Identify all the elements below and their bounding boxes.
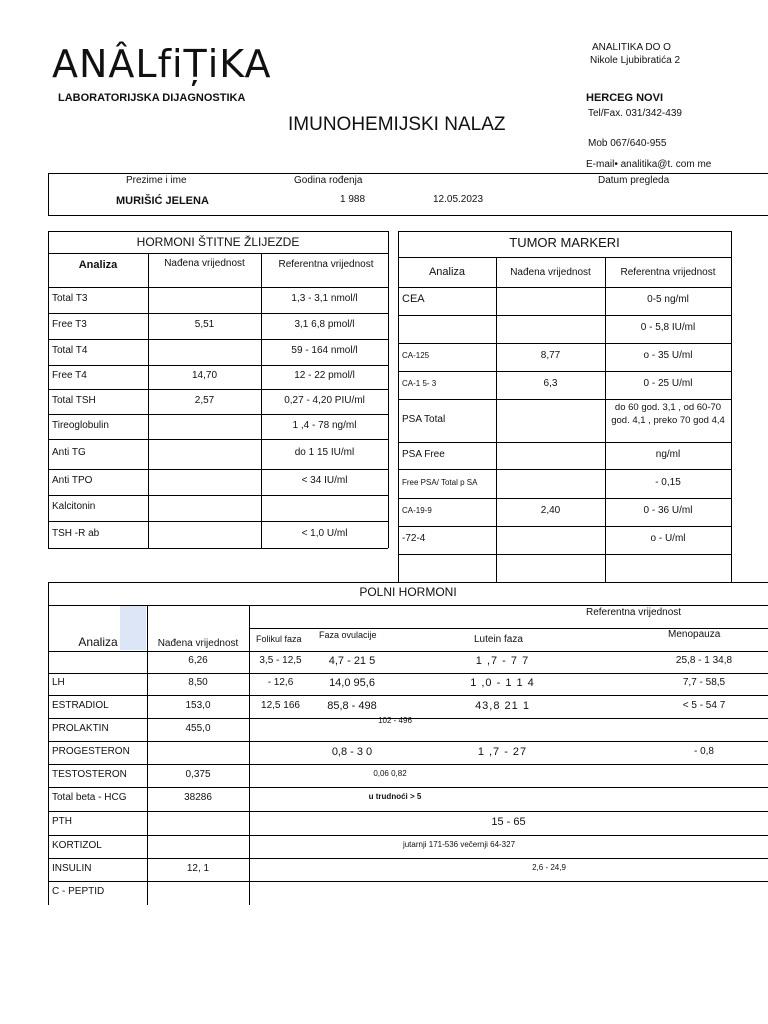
- row-divider: [48, 787, 768, 788]
- thyroid-found-value: 14,70: [191, 370, 218, 381]
- company-address: Nikole Ljubibratića 2: [590, 55, 681, 66]
- tumor-analysis-name: CA-19-9: [402, 506, 432, 515]
- sex-analysis-name: ESTRADIOL: [52, 699, 109, 711]
- sex-analysis-name: TESTOSTERON: [52, 768, 127, 780]
- tumor-col-analysis: Analiza: [428, 266, 466, 278]
- sex-analysis-name: INSULIN: [52, 862, 92, 874]
- sex-ref-folikul: - 12,6: [267, 677, 294, 688]
- thyroid-analysis-name: TSH -R ab: [52, 527, 100, 539]
- sex-analysis-name: PTH: [52, 816, 72, 827]
- tumor-found-value: 8,77: [540, 350, 561, 361]
- row-divider: [398, 498, 731, 499]
- thyroid-analysis-name: Total TSH: [52, 394, 96, 406]
- tumor-analysis-name: CA-125: [402, 351, 430, 360]
- sex-ref-folikul: 3,5 - 12,5: [259, 655, 302, 666]
- tumor-reference: 0 - 36 U/ml: [643, 505, 693, 516]
- row-divider: [48, 313, 388, 314]
- tumor-reference: 0 - 25 U/ml: [643, 378, 693, 389]
- row-divider: [48, 439, 388, 440]
- tumor-analysis-name: CEA: [402, 293, 425, 305]
- sex-reference-range: 15 - 65: [491, 816, 526, 828]
- thyroid-analysis-name: Total T3: [52, 293, 88, 304]
- company-city: HERCEG NOVI: [586, 92, 664, 104]
- row-divider: [398, 399, 731, 400]
- row-divider: [398, 469, 731, 470]
- sex-analysis-name: PROGESTERON: [52, 745, 130, 757]
- thyroid-reference: do 1 15 IU/ml: [294, 447, 355, 458]
- tumor-reference: 0 - 5,8 IU/ml: [640, 322, 696, 333]
- row-divider: [48, 365, 388, 366]
- sex-found-value: 153,0: [185, 699, 211, 711]
- sex-col-analysis: Analiza: [78, 635, 118, 649]
- sex-analysis-name: PROLAKTIN: [52, 722, 109, 734]
- row-divider: [48, 858, 768, 859]
- thyroid-analysis-name: Kalcitonin: [52, 501, 96, 512]
- row-divider: [398, 554, 731, 555]
- row-divider: [48, 521, 388, 522]
- thyroid-reference: < 34 IU/ml: [301, 475, 348, 486]
- tumor-reference: do 60 god. 3,1 , od 60-70 god. 4,1 , preko 70 god 4,4: [611, 402, 725, 426]
- thyroid-col-found: Nađena vrijednost: [164, 258, 245, 269]
- sex-ref-ovulacija: 85,8 - 498: [327, 699, 377, 712]
- row-divider: [398, 343, 731, 344]
- tumor-reference: 0-5 ng/ml: [647, 294, 689, 305]
- tumor-analysis-name: Free PSA/ Total p SA: [402, 477, 478, 487]
- sex-analysis-name: LH: [52, 677, 65, 688]
- tumor-col-ref: Referentna vrijednost: [620, 267, 716, 278]
- col-folikul: Folikul faza: [256, 634, 302, 644]
- thyroid-reference: < 1,0 U/ml: [301, 527, 348, 539]
- sex-ref-menopauza: < 5 - 54 7: [682, 699, 726, 711]
- tumor-analysis-name: -72-4: [402, 533, 426, 544]
- thyroid-reference: 59 - 164 nmol/l: [291, 345, 358, 356]
- exam-date: 12.05.2023: [433, 194, 484, 205]
- thyroid-reference: 3,1 6,8 pmol/l: [294, 319, 355, 330]
- sex-ref-lutein: 1 ,7 - 27: [477, 745, 528, 758]
- sex-col-found: Nađena vrijednost: [157, 638, 239, 649]
- row-divider: [398, 526, 731, 527]
- row-divider: [48, 695, 768, 696]
- row-divider: [48, 389, 388, 390]
- document-title: IMUNOHEMIJSKI NALAZ: [288, 114, 506, 135]
- thyroid-analysis-name: Anti TG: [52, 447, 86, 458]
- sex-found-value: 12, 1: [186, 862, 210, 874]
- sex-found-value: 38286: [184, 792, 212, 803]
- tumor-analysis-name: PSA Total: [402, 413, 446, 425]
- sex-reference-range: jutarnji 171-536 večernji 64-327: [402, 839, 516, 849]
- exam-date-label: Datum pregleda: [598, 175, 670, 186]
- lab-logo: ANÂLfiȚiKA: [52, 42, 272, 86]
- sex-analysis-name: Total beta - HCG: [52, 792, 127, 803]
- row-divider: [48, 673, 768, 674]
- row-divider: [48, 469, 388, 470]
- tumor-analysis-name: PSA Free: [402, 448, 445, 460]
- sex-reference-range: 102 - 496: [378, 716, 412, 725]
- row-divider: [48, 339, 388, 340]
- tumor-found-value: 2,40: [540, 505, 561, 516]
- sex-reference-range: 0,06 0,82: [373, 768, 407, 778]
- sex-found-value: 8,50: [188, 677, 208, 688]
- sex-found-value: 0,375: [185, 768, 211, 780]
- sex-ref-menopauza: 7,7 - 58,5: [682, 677, 726, 688]
- row-divider: [48, 835, 768, 836]
- row-divider: [48, 764, 768, 765]
- sex-ref-ovulacija: 4,7 - 21 5: [328, 655, 376, 667]
- thyroid-found-value: 2,57: [194, 394, 215, 406]
- tumor-analysis-name: CA-1 5- 3: [402, 379, 437, 388]
- row-divider: [48, 811, 768, 812]
- thyroid-analysis-name: Free T3: [52, 319, 87, 330]
- tumor-reference: o - 35 U/ml: [643, 350, 693, 361]
- tumor-reference: o - U/ml: [650, 533, 686, 544]
- row-divider: [398, 315, 731, 316]
- thyroid-title: HORMONI ŠTITNE ŽLIJEZDE: [136, 235, 300, 249]
- sex-analysis-name: KORTIZOL: [52, 839, 102, 851]
- row-divider: [398, 287, 731, 288]
- sex-ref-menopauza: - 0,8: [693, 745, 714, 757]
- patient-year: 1 988: [340, 194, 366, 205]
- thyroid-col-ref: Referentna vrijednost: [278, 259, 374, 270]
- row-divider: [48, 495, 388, 496]
- sex-ref-lutein: 1 ,0 - 1 1 4: [470, 677, 535, 689]
- row-divider: [398, 371, 731, 372]
- sex-found-value: 455,0: [185, 722, 211, 734]
- company-tel: Tel/Fax. 031/342-439: [588, 108, 682, 119]
- tumor-found-value: 6,3: [543, 378, 558, 389]
- patient-year-label: Godina rođenja: [294, 175, 363, 186]
- col-lutein: Lutein faza: [474, 634, 523, 645]
- tumor-reference: ng/ml: [655, 448, 681, 460]
- lab-subtitle: LABORATORIJSKA DIJAGNOSTIKA: [58, 92, 246, 104]
- sex-ref-header: Referentna vrijednost: [586, 607, 682, 618]
- col-menopauza: Menopauza: [668, 629, 721, 640]
- company-name: ANALITIKA DO O: [592, 42, 671, 53]
- tumor-reference: - 0,15: [655, 476, 681, 488]
- sex-ref-lutein: 43,8 21 1: [475, 699, 530, 712]
- thyroid-analysis-name: Anti TPO: [52, 475, 93, 486]
- row-divider: [48, 881, 768, 882]
- thyroid-reference: 12 - 22 pmol/l: [294, 370, 355, 381]
- patient-name-label: Prezime i ime: [126, 175, 187, 186]
- sex-reference-range: 2,6 - 24,9: [532, 862, 566, 872]
- thyroid-analysis-name: Tireoglobulin: [52, 419, 109, 431]
- sex-ref-lutein: 1 ,7 - 7 7: [475, 655, 530, 667]
- thyroid-reference: 1 ,4 - 78 ng/ml: [292, 419, 357, 431]
- tumor-title: TUMOR MARKERI: [509, 235, 620, 250]
- thyroid-analysis-name: Free T4: [52, 370, 87, 381]
- sex-ref-ovulacija: 0,8 - 3 0: [331, 745, 373, 758]
- thyroid-reference: 1,3 - 3,1 nmol/l: [291, 293, 358, 304]
- row-divider: [48, 741, 768, 742]
- thyroid-analysis-name: Total T4: [52, 345, 88, 356]
- sex-found-value: 6,26: [188, 655, 208, 666]
- row-divider: [398, 442, 731, 443]
- tumor-col-found: Nađena vrijednost: [510, 267, 591, 278]
- company-mob: Mob 067/640-955: [588, 138, 667, 149]
- thyroid-found-value: 5,51: [194, 319, 215, 330]
- sex-analysis-name: C - PEPTID: [52, 886, 105, 897]
- col-ovulacija: Faza ovulacije: [319, 630, 377, 640]
- patient-name: MURIŠIĆ JELENA: [116, 195, 209, 207]
- sex-hormones-title: POLNI HORMONI: [359, 585, 457, 599]
- thyroid-col-analysis: Analiza: [78, 259, 118, 271]
- thyroid-reference: 0,27 - 4,20 PIU/ml: [284, 394, 365, 406]
- row-divider: [48, 414, 388, 415]
- sex-ref-folikul: 12,5 166: [261, 699, 300, 711]
- sex-reference-range: u trudnoći > 5: [368, 792, 422, 801]
- sex-ref-ovulacija: 14,0 95,6: [329, 677, 375, 689]
- company-email: E-mail• analitika@t. com me: [586, 159, 712, 170]
- sex-ref-menopauza: 25,8 - 1 34,8: [675, 655, 733, 666]
